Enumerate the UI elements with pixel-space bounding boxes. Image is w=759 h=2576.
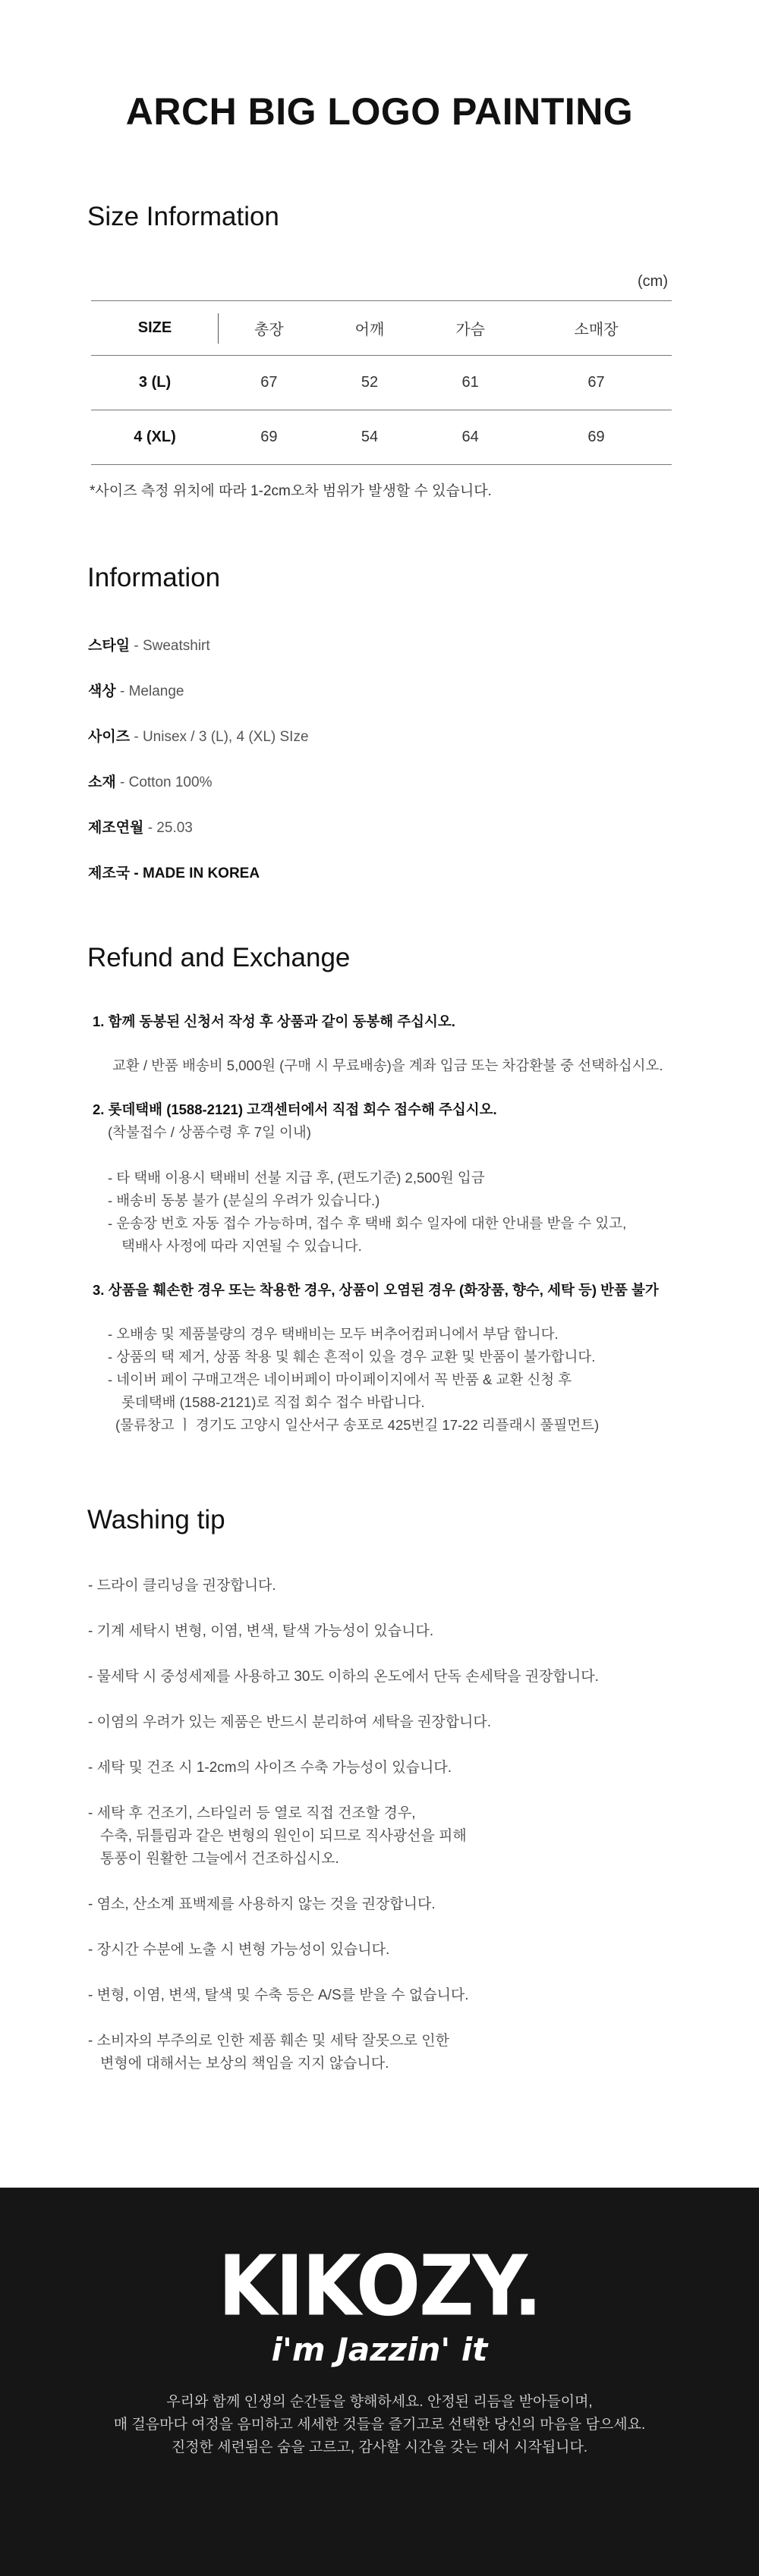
info-value: - Melange <box>115 683 184 699</box>
table-row <box>91 356 672 410</box>
page-title: ARCH BIG LOGO PAINTING <box>125 90 634 133</box>
information-list <box>88 634 309 907</box>
brand-footer <box>0 2188 759 2576</box>
refund-step-2-bullet: - 타 택배 이용시 택배비 선불 지급 후, (편도기준) 2,500원 입금 <box>108 1170 485 1186</box>
size-info-heading: Size Information <box>87 202 279 231</box>
refund-step-3-heading: 3. 상품을 훼손한 경우 또는 착용한 경우, 상품이 오염된 경우 (화장품, 향수, 세탁 등) 반품 불가 <box>93 1282 659 1298</box>
info-value: - MADE IN KOREA <box>130 865 260 881</box>
info-label: 색상 <box>88 683 116 699</box>
refund-step-1-heading: 1. 함께 동봉된 신청서 작성 후 상품과 같이 동봉해 주십시오. <box>93 1013 455 1029</box>
list-item: - 변형, 이염, 변색, 탈색 및 수축 등은 A/S를 받을 수 없습니다. <box>88 1987 469 2003</box>
info-value: - Sweatshirt <box>130 638 210 654</box>
refund-step-2-heading: 2. 롯데택배 (1588-2121) 고객센터에서 직접 회수 접수해 주십시오. <box>93 1101 497 1117</box>
brand-message-line: 우리와 함께 인생의 순간들을 향해하세요. 안정된 리듬을 받아들이며, <box>166 2394 593 2410</box>
warehouse-address: (물류창고 ㅣ 경기도 고양시 일산서구 송포로 425번길 17-22 리플래시 풀필먼트) <box>115 1417 600 1433</box>
info-label: 제조연월 <box>88 820 144 836</box>
size-header-cell: 소매장 <box>521 301 672 356</box>
washing-list <box>88 1575 599 2098</box>
brand-message-line: 매 걸음마다 여정을 음미하고 세세한 것들을 즐기고로 선택한 당신의 마음을 담으세요. <box>113 2417 646 2433</box>
list-item <box>88 634 309 680</box>
info-label: 제조국 <box>88 865 131 881</box>
list-item: - 세탁 및 건조 시 1-2cm의 사이즈 수축 가능성이 있습니다. <box>88 1760 452 1776</box>
list-item: - 장시간 수분에 노출 시 변형 가능성이 있습니다. <box>88 1942 390 1958</box>
refund-step-2-bullet: - 운송장 번호 자동 접수 가능하며, 접수 후 택배 회수 일자에 대한 안내를 받을 수 있고, <box>108 1215 627 1231</box>
list-item: - 세탁 후 건조기, 스타일러 등 열로 직접 건조할 경우, 수축, 뒤틀림과 같은 변형의 원인이 되므로 직사광선을 피해 통풍이 원활한 그늘에서 건조하십시오. <box>88 1805 467 1867</box>
size-cell: 61 <box>420 356 521 410</box>
size-cell: 54 <box>320 410 420 465</box>
refund-step-2-sub: (착불접수 / 상품수령 후 7일 이내) <box>108 1124 311 1140</box>
table-row <box>91 410 672 465</box>
size-header-cell: 총장 <box>219 301 320 356</box>
info-label: 스타일 <box>88 638 131 654</box>
size-table-header <box>91 301 672 356</box>
size-row-label: 4 (XL) <box>91 410 219 465</box>
refund-heading: Refund and Exchange <box>87 943 351 972</box>
size-note: *사이즈 측정 위치에 따라 1-2cm오차 범위가 발생할 수 있습니다. <box>90 483 492 499</box>
refund-step-3-bullet: - 네이버 페이 구매고객은 네이버페이 마이페이지에서 꼭 반품 & 교환 신청 후 <box>108 1371 572 1387</box>
size-table <box>91 300 672 465</box>
list-item <box>88 725 309 771</box>
refund-step-1-text: 교환 / 반품 배송비 5,000원 (구매 시 무료배송)을 계좌 입금 또는 차감환불 중 선택하십시오. <box>112 1057 663 1073</box>
size-row-label: 3 (L) <box>91 356 219 410</box>
size-cell: 52 <box>320 356 420 410</box>
list-item: - 드라이 클리닝을 권장합니다. <box>88 1578 276 1594</box>
size-header-label: SIZE <box>91 301 219 356</box>
size-cell: 67 <box>219 356 320 410</box>
info-value: - 25.03 <box>143 820 193 836</box>
list-item <box>88 771 309 816</box>
information-heading: Information <box>87 563 221 592</box>
size-header-cell: 어깨 <box>320 301 420 356</box>
list-item <box>88 680 309 725</box>
list-item: - 기계 세탁시 변형, 이염, 변색, 탈색 가능성이 있습니다. <box>88 1623 434 1639</box>
refund-section <box>93 1010 685 1437</box>
list-item: - 물세탁 시 중성세제를 사용하고 30도 이하의 온도에서 단독 손세탁을 권장합니다. <box>88 1669 599 1685</box>
refund-step-2-bullet: - 배송비 동봉 불가 (분실의 우려가 있습니다.) <box>108 1192 380 1208</box>
list-item: - 염소, 산소계 표백제를 사용하지 않는 것을 권장합니다. <box>88 1896 436 1912</box>
list-item <box>88 862 309 907</box>
brand-name: KIKOZY. <box>218 2237 541 2335</box>
brand-logo <box>0 2237 759 2370</box>
brand-message <box>0 2391 759 2459</box>
info-label: 사이즈 <box>88 729 131 745</box>
info-label: 소재 <box>88 774 116 790</box>
size-cell: 69 <box>219 410 320 465</box>
brand-tagline: i'm Jazzin' it <box>271 2331 488 2368</box>
size-cell: 69 <box>521 410 672 465</box>
list-item: - 소비자의 부주의로 인한 제품 훼손 및 세탁 잘못으로 인한 변형에 대해서는 보상의 책임을 지지 않습니다. <box>88 2033 449 2072</box>
refund-step-3-bullet-cont: 롯데택배 (1588-2121)로 직접 회수 접수 바랍니다. <box>121 1394 425 1410</box>
size-header-cell: 가슴 <box>420 301 521 356</box>
brand-message-line: 진정한 세련됨은 숨을 고르고, 감사할 시간을 갖는 데서 시작됩니다. <box>171 2439 588 2455</box>
info-value: - Unisex / 3 (L), 4 (XL) SIze <box>130 729 309 745</box>
refund-step-3-bullet: - 상품의 택 제거, 상품 착용 및 훼손 흔적이 있을 경우 교환 및 반품이 불가합니다. <box>108 1349 596 1365</box>
size-cell: 67 <box>521 356 672 410</box>
list-item <box>88 816 309 862</box>
info-value: - Cotton 100% <box>115 774 213 790</box>
refund-step-3-bullet: - 오배송 및 제품불량의 경우 택배비는 모두 버추어컴퍼니에서 부담 합니다. <box>108 1326 559 1342</box>
size-unit: (cm) <box>638 273 668 290</box>
list-item: - 이염의 우려가 있는 제품은 반드시 분리하여 세탁을 권장합니다. <box>88 1714 492 1730</box>
washing-heading: Washing tip <box>87 1505 225 1535</box>
size-cell: 64 <box>420 410 521 465</box>
refund-step-2-bullet-cont: 택배사 사정에 따라 지연될 수 있습니다. <box>121 1238 362 1254</box>
